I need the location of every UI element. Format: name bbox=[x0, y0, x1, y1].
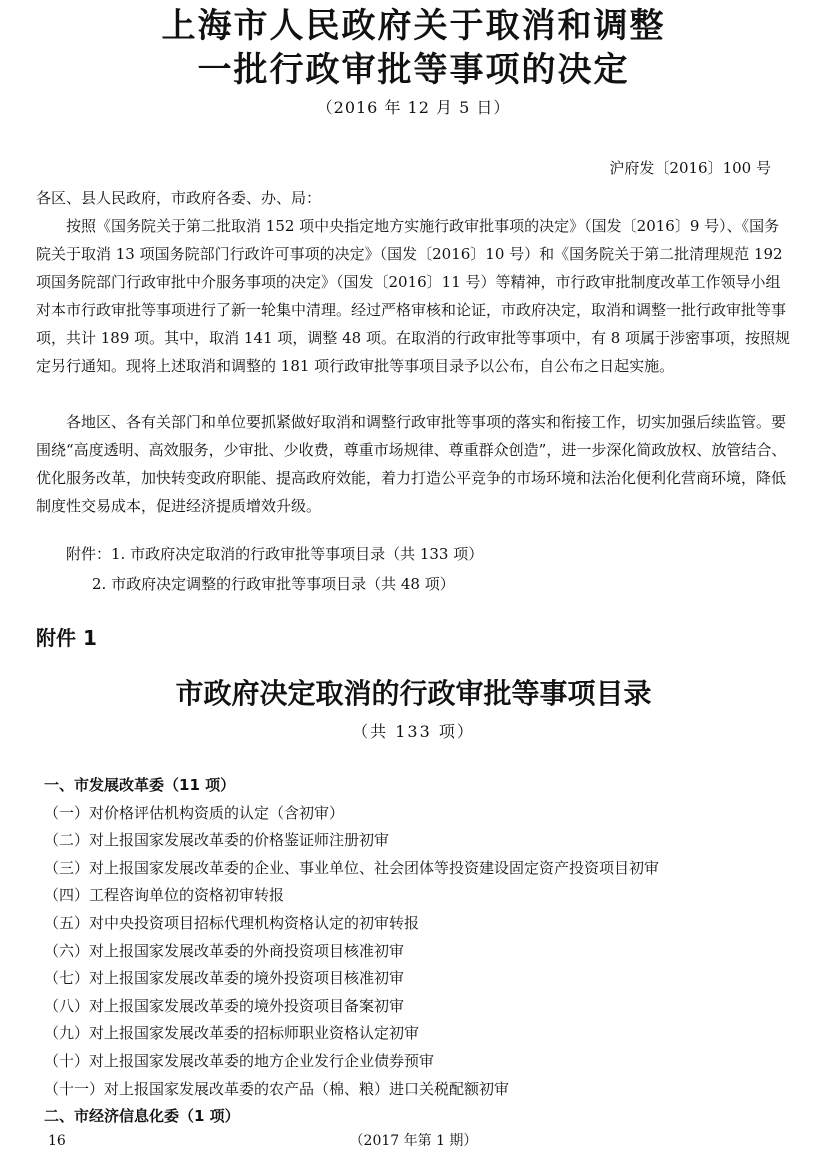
attachment-list-item-2: 2. 市政府决定调整的行政审批等事项目录（共 48 项） bbox=[92, 575, 455, 593]
list-item: （六）对上报国家发展改革委的外商投资项目核准初审 bbox=[44, 941, 405, 960]
list-item: （四）工程咨询单位的资格初审转报 bbox=[44, 886, 285, 905]
attachment-list-item-1: 附件：1. 市政府决定取消的行政审批等事项目录（共 133 项） bbox=[66, 545, 484, 563]
list-item: （三）对上报国家发展改革委的企业、事业单位、社会团体等投资建设固定资产投资项目初审 bbox=[44, 858, 660, 877]
page-number: 16 bbox=[48, 1133, 66, 1149]
document-number: 沪府发〔2016〕100 号 bbox=[609, 159, 771, 177]
list-item: （九）对上报国家发展改革委的招标师职业资格认定初审 bbox=[44, 1024, 420, 1043]
list-item: （十）对上报国家发展改革委的地方企业发行企业债券预审 bbox=[44, 1051, 435, 1070]
document-title-line2: 一批行政审批等事项的决定 bbox=[197, 50, 630, 90]
attachment-count: （共 133 项） bbox=[352, 722, 475, 741]
body-paragraph-1: 按照《国务院关于第二批取消 152 项中央指定地方实施行政审批事项的决定》（国发〔2016〕9 号）、《国务院关于取消 13 项国务院部门行政许可事项的决定》（国发〔2016〕10 号）和《国务院关于第二批清理规范 192 项国务院部门行政审批中介服务事项的决定》（国发〔2016〕11 号）等精神，市行政审批制度改革工作领导小组对本市行政审批等事项进行了新一轮集中清理。经过严格审核和论证，市政府决定，取消和调整一批行政审批等事项，共计 189 项。其中，取消 141 项，调整 48 项。在取消的行政审批等事项中，有 8 项属于涉密事项，按照规定另行通知。现将上述取消和调整的 181 项行政审批等事项目录予以公布，自公布之日起实施。 bbox=[36, 217, 791, 375]
issue-label: （2017 年第 1 期） bbox=[349, 1133, 478, 1149]
list-item: （十一）对上报国家发展改革委的农产品（棉、粮）进口关税配额初审 bbox=[44, 1079, 510, 1098]
body-paragraph-2: 各地区、各有关部门和单位要抓紧做好取消和调整行政审批等事项的落实和衔接工作，切实加强后续监管。要围绕“高度透明、高效服务，少审批、少收费，尊重市场规律、尊重群众创造”，进一步深化简政放权、放管结合、优化服务改革，加快转变政府职能、提高政府效能，着力打造公平竞争的市场环境和法治化便利化营商环境，降低制度性交易成本，促进经济提质增效升级。 bbox=[36, 413, 787, 515]
list-section-heading: 二、市经济信息化委（1 项） bbox=[44, 1107, 240, 1126]
document-title-line1: 上海市人民政府关于取消和调整 bbox=[161, 6, 666, 46]
salutation: 各区、县人民政府，市政府各委、办、局： bbox=[36, 189, 322, 207]
list-item: （五）对中央投资项目招标代理机构资格认定的初审转报 bbox=[44, 913, 420, 932]
list-item: （一）对价格评估机构资质的认定（含初审） bbox=[44, 803, 345, 822]
list-item: （七）对上报国家发展改革委的境外投资项目核准初审 bbox=[44, 969, 405, 988]
list-item: （二）对上报国家发展改革委的价格鉴证师注册初审 bbox=[44, 831, 390, 850]
list-item: （八）对上报国家发展改革委的境外投资项目备案初审 bbox=[44, 996, 405, 1015]
attachment-heading: 附件 1 bbox=[36, 626, 97, 650]
attachment-title: 市政府决定取消的行政审批等事项目录 bbox=[175, 677, 652, 710]
document-date: （2016 年 12 月 5 日） bbox=[316, 98, 511, 117]
list-section-heading: 一、市发展改革委（11 项） bbox=[44, 776, 236, 794]
cancelled-items-list bbox=[44, 772, 659, 1131]
